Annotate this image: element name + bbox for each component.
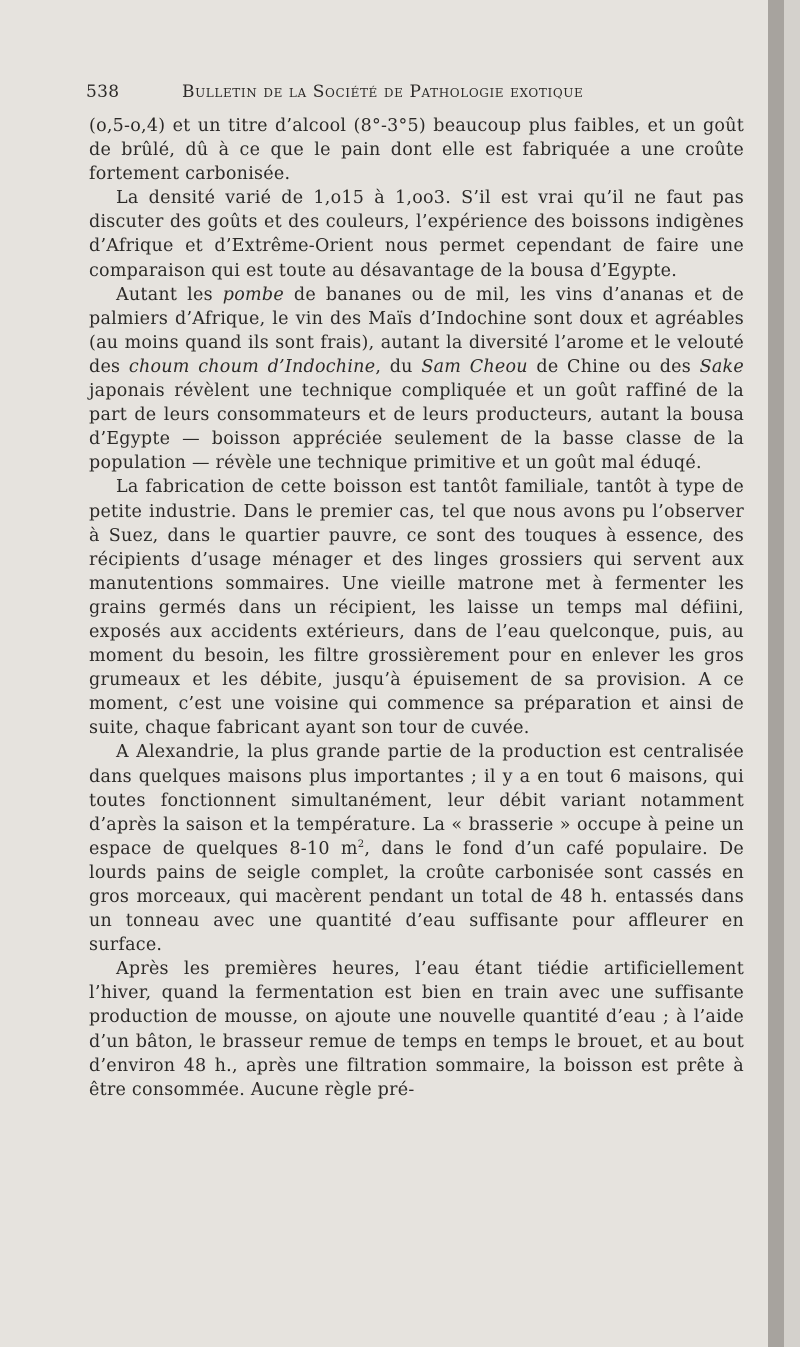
paragraph: [89, 957, 744, 1102]
page-number: 538: [86, 82, 120, 102]
text-run: , dans le fond d’un café populaire. De lourds pains de seigle complet, la croûte carbonisée sont cassés en gros morceaux, qui macèrent pendant un total de 48 h. entassés dans un tonneau avec une quantité d’eau suffisante pour affleurer en surface.: [89, 838, 744, 956]
running-title: Bulletin de la Société de Pathologie exotique: [182, 82, 584, 102]
page-edge-shadow: [768, 0, 784, 1347]
text-run: La densité varié de 1,o15 à 1,oo3. S’il est vrai qu’il ne faut pas discuter des goûts et des couleurs, l’expérience des boissons indigènes d’Afrique et d’Extrême-Orient nous permet cependant de faire une comparaison qui est toute au désavantage de la bousa d’Egypte.: [89, 188, 744, 281]
text-run: de Chine ou des: [527, 356, 700, 377]
text-run: Autant les: [116, 284, 223, 305]
italic-term: Sake: [699, 356, 745, 377]
italic-term: Sam Cheou: [421, 356, 528, 377]
text-run: , du: [375, 356, 422, 377]
superscript: 2: [357, 838, 365, 850]
text-run: Après les premières heures, l’eau étant tiédie artificiellement l’hiver, quand la fermentation est bien en train avec une suffisante production de mousse, on ajoute une nouvelle quantité d’eau ; à l’aide d’un bâton, le brasseur remue de temps en temps le brouet, et au bout d’environ 48 h., après une filtration sommaire, la boisson est prête à être consommée. Aucune règle pré-: [89, 959, 744, 1100]
text-run: La fabrication de cette boisson est tantôt familiale, tantôt à type de petite industrie. Dans le premier cas, tel que nous avons pu l’observer à Suez, dans le quartier pauvre, ce sont des touques à essence, des récipients d’usage ménager et des linges grossiers qui servent aux manutentions sommaires. Une vieille matrone met à fermenter les grains germés dans un récipient, les laisse un temps mal défiini, exposés aux accidents extérieurs, dans de l’eau quelconque, puis, au moment du besoin, les filtre grossièrement pour en enlever les gros grumeaux et les débite, jusqu’à épuisement de sa provision. A ce moment, c’est une voisine qui commence sa préparation et ainsi de suite, chaque fabricant ayant son tour de cuvée.: [89, 477, 744, 739]
body-text: [89, 114, 744, 1102]
text-run: japonais révèlent une technique compliquée et un goût raffiné de la part de leurs consommateurs et de leurs producteurs, autant la bousa d’Egypte — boisson appréciée seulement de la basse classe de la population — révèle une technique primitive et un goût mal éduqé.: [89, 381, 744, 474]
text-run: A Alexandrie, la plus grande partie de la production est centralisée dans quelques maisons plus importantes ; il y a en tout 6 maisons, qui toutes fonctionnent simultanément, leur débit variant notamment d’après la saison et la température. La « brasserie » occupe à peine un espace de quelques 8-10 m: [89, 742, 744, 859]
paragraph: [89, 283, 744, 476]
italic-term: pombe: [222, 284, 284, 305]
paragraph: [89, 186, 744, 282]
text-run: de bananes ou de mil, les vins d’ananas et de palmiers d’Afrique, le vin des Maïs d’Indochine sont doux et agréables (au moins quand ils sont frais), autant la diversité l’arome et le velouté des: [89, 284, 744, 377]
paragraph: [89, 114, 744, 186]
italic-term: choum choum d’Indochine: [128, 356, 376, 377]
paragraph: [89, 740, 744, 957]
text-run: (o,5-o,4) et un titre d’alcool (8°-3°5) beaucoup plus faibles, et un goût de brûlé, dû à ce que le pain dont elle est fabriquée a une croûte fortement carbonisée.: [89, 116, 744, 185]
paragraph: [89, 475, 744, 740]
running-head: [86, 80, 744, 114]
